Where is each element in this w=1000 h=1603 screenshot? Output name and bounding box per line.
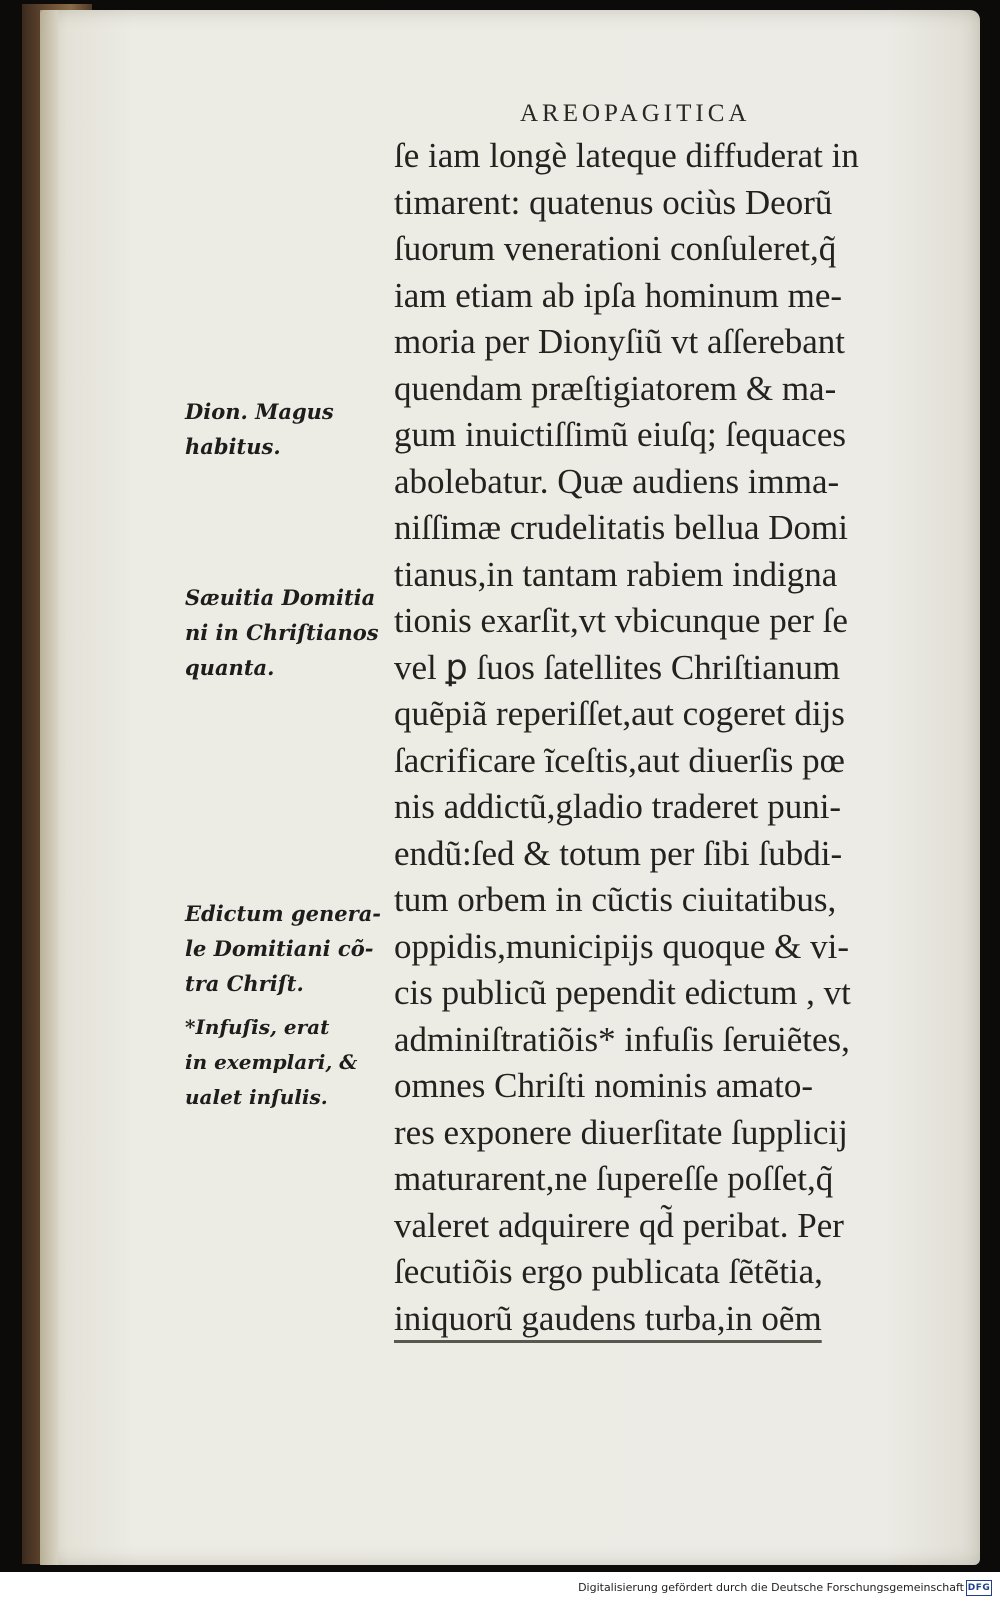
text-line: quendam præſtigiatorem & ma- (394, 368, 837, 408)
text-line: maturarent,ne ſupereſſe poſſet,q̃ (394, 1159, 834, 1198)
text-line: adminiſtratiõis* infuſis ſeruiẽtes, (394, 1019, 850, 1059)
text-line: ſecutiõis ergo publicata ſẽtẽtia, (394, 1252, 823, 1291)
text-line: ſe iam longè lateque diffuderat in (394, 136, 859, 175)
text-line: ſuorum venerationi conſuleret,q̃ (394, 229, 837, 268)
text-line: timarent: quatenus ociùs Deorũ (394, 182, 833, 222)
text-line: endũ:ſed & totum per ſibi ſubdi- (394, 833, 843, 873)
text-line: iam etiam ab ipſa hominum me- (394, 275, 843, 315)
marginal-note-line: le Domitiani cõ- (185, 936, 374, 961)
marginal-note-dion (185, 394, 334, 464)
text-line: quẽpiã reperiſſet,aut cogeret dijs (394, 694, 845, 733)
funding-notice: Digitalisierung gefördert durch die Deutsche Forschungsgemeinschaft (578, 1581, 964, 1594)
page-gutter (40, 10, 58, 1565)
marginal-note-line: quanta. (185, 655, 275, 680)
marginal-note-saevitia (185, 580, 379, 685)
marginal-note-line: Edictum genera- (185, 901, 382, 926)
text-line: nis addictũ,gladio traderet puni- (394, 787, 842, 826)
marginal-note-line: Dion. Magus (185, 399, 334, 424)
main-text-block (394, 133, 954, 1342)
running-head: AREOPAGITICA (520, 100, 751, 127)
marginal-note-line: *Infuſis, erat (185, 1015, 330, 1039)
marginal-note-edictum (185, 896, 381, 1001)
marginal-note-line: in exemplari, & (185, 1050, 358, 1074)
text-line: omnes Chriſti nominis amato- (394, 1066, 813, 1105)
text-line: niſſimæ crudelitatis bellua Domi (394, 508, 848, 547)
text-line: iniquorũ gaudens turba,in oẽm (394, 1298, 822, 1338)
marginal-note-line: habitus. (185, 434, 281, 459)
dfg-logo: DFG (966, 1580, 992, 1596)
text-line: gum inuictiſſimũ eiuſq; ſequaces (394, 415, 846, 454)
text-line: cis publicũ pependit edictum , vt (394, 973, 851, 1012)
text-line: tionis exarſit,vt vbicunque per ſe (394, 601, 848, 640)
text-line: ſacrificare ĩceſtis,aut diuerſis pœ (394, 740, 845, 780)
text-line: res exponere diuerſitate ſupplicij (394, 1112, 848, 1152)
marginal-note-line: Sæuitia Domitia (185, 585, 376, 610)
text-line: tum orbem in cũctis ciuitatibus, (394, 880, 837, 919)
marginal-note-line: tra Chriſt. (185, 971, 304, 996)
marginal-note-line: ni in Chriſtianos (185, 620, 379, 645)
marginal-note-line: ualet inſulis. (185, 1085, 328, 1109)
text-line: tianus,in tantam rabiem indigna (394, 554, 838, 594)
text-line: valeret adquirere qd̃ peribat. Per (394, 1205, 844, 1245)
text-line: oppidis,municipijs quoque & vi- (394, 926, 849, 966)
marginal-note-infusis (185, 1010, 357, 1115)
text-line: abolebatur. Quæ audiens imma- (394, 461, 840, 501)
text-line: moria per Dionyſiũ vt aſſerebant (394, 322, 845, 361)
text-line: vel ꝑ ſuos ſatellites Chriſtianum (394, 647, 841, 687)
